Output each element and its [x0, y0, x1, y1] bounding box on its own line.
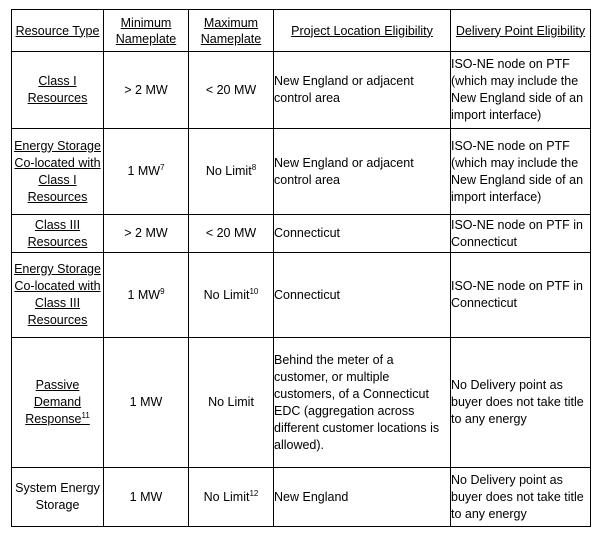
resource-type-text: Energy Storage Co-located with Class I Resources	[14, 138, 101, 204]
table-row	[12, 253, 591, 338]
delivery-point-cell: ISO-NE node on PTF (which may include the New England side of an import interface)	[451, 129, 591, 215]
maximum-value: < 20 MW	[205, 82, 257, 97]
resource-type-text: Energy Storage Co-located with Class III Resources	[14, 262, 101, 327]
header-resource-type: Resource Type	[12, 10, 104, 52]
minimum-nameplate-cell	[104, 215, 189, 253]
table-row	[12, 129, 591, 215]
delivery-point-cell: ISO-NE node on PTF in Connecticut	[451, 215, 591, 253]
project-location-cell: New England or adjacent control area	[274, 52, 451, 129]
project-location-cell: New England	[274, 468, 451, 527]
resource-type-cell	[12, 338, 104, 468]
resource-type-cell	[12, 253, 104, 338]
header-maximum-nameplate: Maximum Nameplate	[189, 10, 274, 52]
maximum-value: No Limit	[208, 395, 254, 409]
project-location-cell: Connecticut	[274, 253, 451, 338]
minimum-value: 1 MW	[129, 395, 163, 409]
minimum-nameplate-cell	[104, 52, 189, 129]
resource-type-text: Class III Resources	[27, 217, 88, 249]
maximum-nameplate-cell	[189, 52, 274, 129]
table-row	[12, 468, 591, 527]
project-location-cell: Behind the meter of a customer, or multiple customers, of a Connecticut EDC (aggregation across different customer locations is allowed).	[274, 338, 451, 468]
table-row	[12, 338, 591, 468]
minimum-nameplate-cell	[104, 338, 189, 468]
minimum-value: 1 MW	[127, 164, 161, 178]
footnote-marker: 9	[160, 286, 165, 296]
footnote-marker: 10	[249, 286, 259, 296]
minimum-value: > 2 MW	[124, 226, 168, 240]
resource-type-cell	[12, 129, 104, 215]
resource-type-cell	[12, 468, 104, 527]
maximum-nameplate-cell	[189, 468, 274, 527]
project-location-cell: New England or adjacent control area	[274, 129, 451, 215]
minimum-nameplate-cell	[104, 253, 189, 338]
maximum-value: No Limit	[205, 164, 252, 178]
footnote-marker: 8	[251, 162, 257, 172]
resource-type-text: System Energy Storage	[15, 481, 100, 512]
minimum-value: > 2 MW	[124, 82, 168, 97]
delivery-point-cell: ISO-NE node on PTF (which may include the New England side of an import interface)	[451, 52, 591, 129]
maximum-value: No Limit	[203, 287, 250, 302]
minimum-value: 1 MW	[127, 287, 161, 302]
footnote-marker: 11	[81, 410, 90, 420]
maximum-value: No Limit	[203, 489, 250, 504]
maximum-value: < 20 MW	[205, 226, 257, 240]
header-minimum-nameplate: Minimum Nameplate	[104, 10, 189, 52]
header-project-location: Project Location Eligibility	[274, 10, 451, 52]
minimum-value: 1 MW	[129, 489, 163, 504]
maximum-nameplate-cell	[189, 253, 274, 338]
footnote-marker: 7	[160, 162, 165, 172]
footnote-marker: 12	[249, 488, 259, 498]
delivery-point-cell: ISO-NE node on PTF in Connecticut	[451, 253, 591, 338]
resource-eligibility-table	[11, 9, 591, 527]
maximum-nameplate-cell	[189, 129, 274, 215]
maximum-nameplate-cell	[189, 215, 274, 253]
delivery-point-cell: No Delivery point as buyer does not take title to any energy	[451, 468, 591, 527]
maximum-nameplate-cell	[189, 338, 274, 468]
table-row	[12, 215, 591, 253]
table-row	[12, 52, 591, 129]
minimum-nameplate-cell	[104, 129, 189, 215]
header-delivery-point: Delivery Point Eligibility	[451, 10, 591, 52]
header-row	[12, 10, 591, 52]
minimum-nameplate-cell	[104, 468, 189, 527]
resource-type-cell	[12, 52, 104, 129]
resource-type-text: Passive Demand Response	[25, 378, 82, 426]
project-location-cell: Connecticut	[274, 215, 451, 253]
resource-type-cell	[12, 215, 104, 253]
delivery-point-cell: No Delivery point as buyer does not take title to any energy	[451, 338, 591, 468]
resource-type-text: Class I Resources	[27, 74, 88, 105]
